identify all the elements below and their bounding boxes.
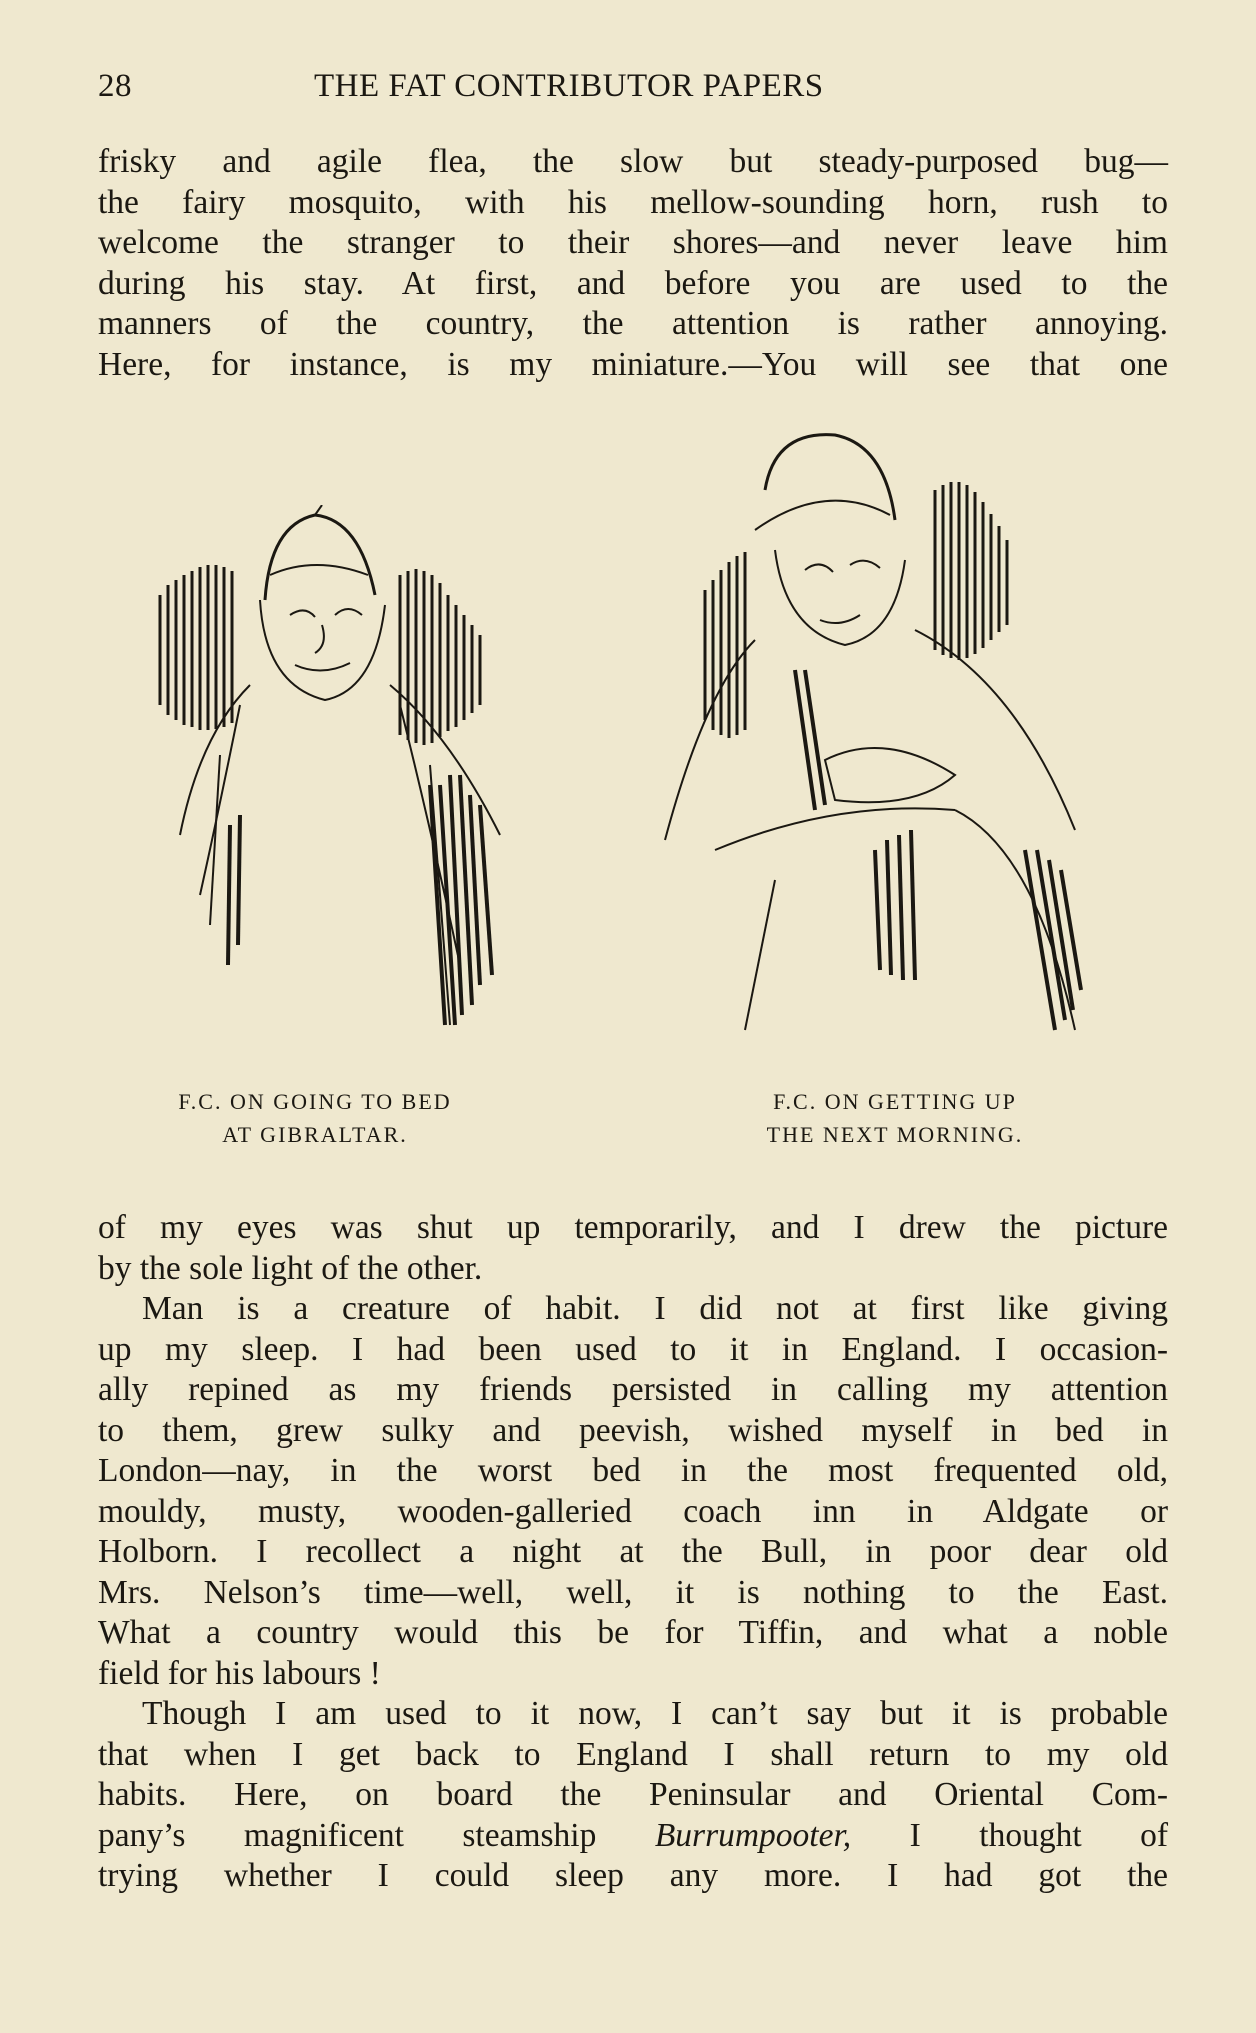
caption-line: F.C. ON GETTING UP	[773, 1089, 1017, 1114]
illustration-getting-up	[655, 430, 1165, 1060]
text-line: Man is a creature of habit. I did not at first like giving	[142, 1290, 1168, 1327]
caption-left	[125, 1085, 505, 1151]
text-line: by the sole light of the other.	[98, 1249, 483, 1287]
sleeping-man-drawing	[100, 505, 540, 1045]
text-line: What a country would this be for Tiffin, and what a noble	[98, 1614, 1168, 1651]
text-line: Mrs. Nelson’s time—well, well, it is nothing to the East.	[98, 1573, 1168, 1611]
running-title: THE FAT CONTRIBUTOR PAPERS	[314, 68, 824, 104]
text-line: London—nay, in the worst bed in the most frequented old,	[98, 1452, 1168, 1489]
illustration-going-to-bed	[100, 505, 540, 1045]
text-line: trying whether I could sleep any more. I had got the	[98, 1857, 1168, 1894]
caption-line: THE NEXT MORNING.	[766, 1122, 1024, 1147]
text-line: the fairy mosquito, with his mellow-sounding horn, rush to	[98, 183, 1168, 221]
text-line: habits. Here, on board the Peninsular and Oriental Com-	[98, 1776, 1168, 1813]
text-line: to them, grew sulky and peevish, wished myself in bed in	[98, 1411, 1168, 1449]
text-line: frisky and agile flea, the slow but steady-purposed bug—	[98, 143, 1168, 180]
text-line: field for his labours !	[98, 1654, 381, 1692]
caption-line: AT GIBRALTAR.	[222, 1122, 408, 1147]
caption-line: F.C. ON GOING TO BED	[178, 1089, 452, 1114]
text-run: pany’s magnificent steamship	[98, 1816, 655, 1854]
text-run: I thought of	[851, 1816, 1168, 1854]
text-line: manners of the country, the attention is rather annoying.	[98, 305, 1168, 342]
text-line: Though I am used to it now, I can’t say but it is probable	[142, 1695, 1168, 1732]
text-line: of my eyes was shut up temporarily, and I drew the picture	[98, 1209, 1168, 1246]
running-head	[98, 68, 1158, 108]
text-line	[98, 1816, 1168, 1857]
text-line: during his stay. At first, and before you are used to the	[98, 264, 1168, 302]
text-line: that when I get back to England I shall return to my old	[98, 1735, 1168, 1773]
text-line: Here, for instance, is my miniature.—You will see that one	[98, 345, 1168, 383]
text-line: welcome the stranger to their shores—and never leave him	[98, 224, 1168, 261]
text-line: mouldy, musty, wooden-galleried coach inn in Aldgate or	[98, 1492, 1168, 1530]
page-number: 28	[98, 68, 132, 104]
text-line: up my sleep. I had been used to it in England. I occasion-	[98, 1330, 1168, 1368]
text-line: ally repined as my friends persisted in calling my attention	[98, 1371, 1168, 1408]
ship-name: Burrumpooter,	[654, 1816, 852, 1854]
top-paragraph	[98, 142, 1168, 385]
body-text	[98, 1208, 1168, 1897]
caption-right	[705, 1085, 1085, 1151]
waking-man-drawing	[655, 430, 1165, 1060]
text-line: Holborn. I recollect a night at the Bull, in poor dear old	[98, 1533, 1168, 1570]
